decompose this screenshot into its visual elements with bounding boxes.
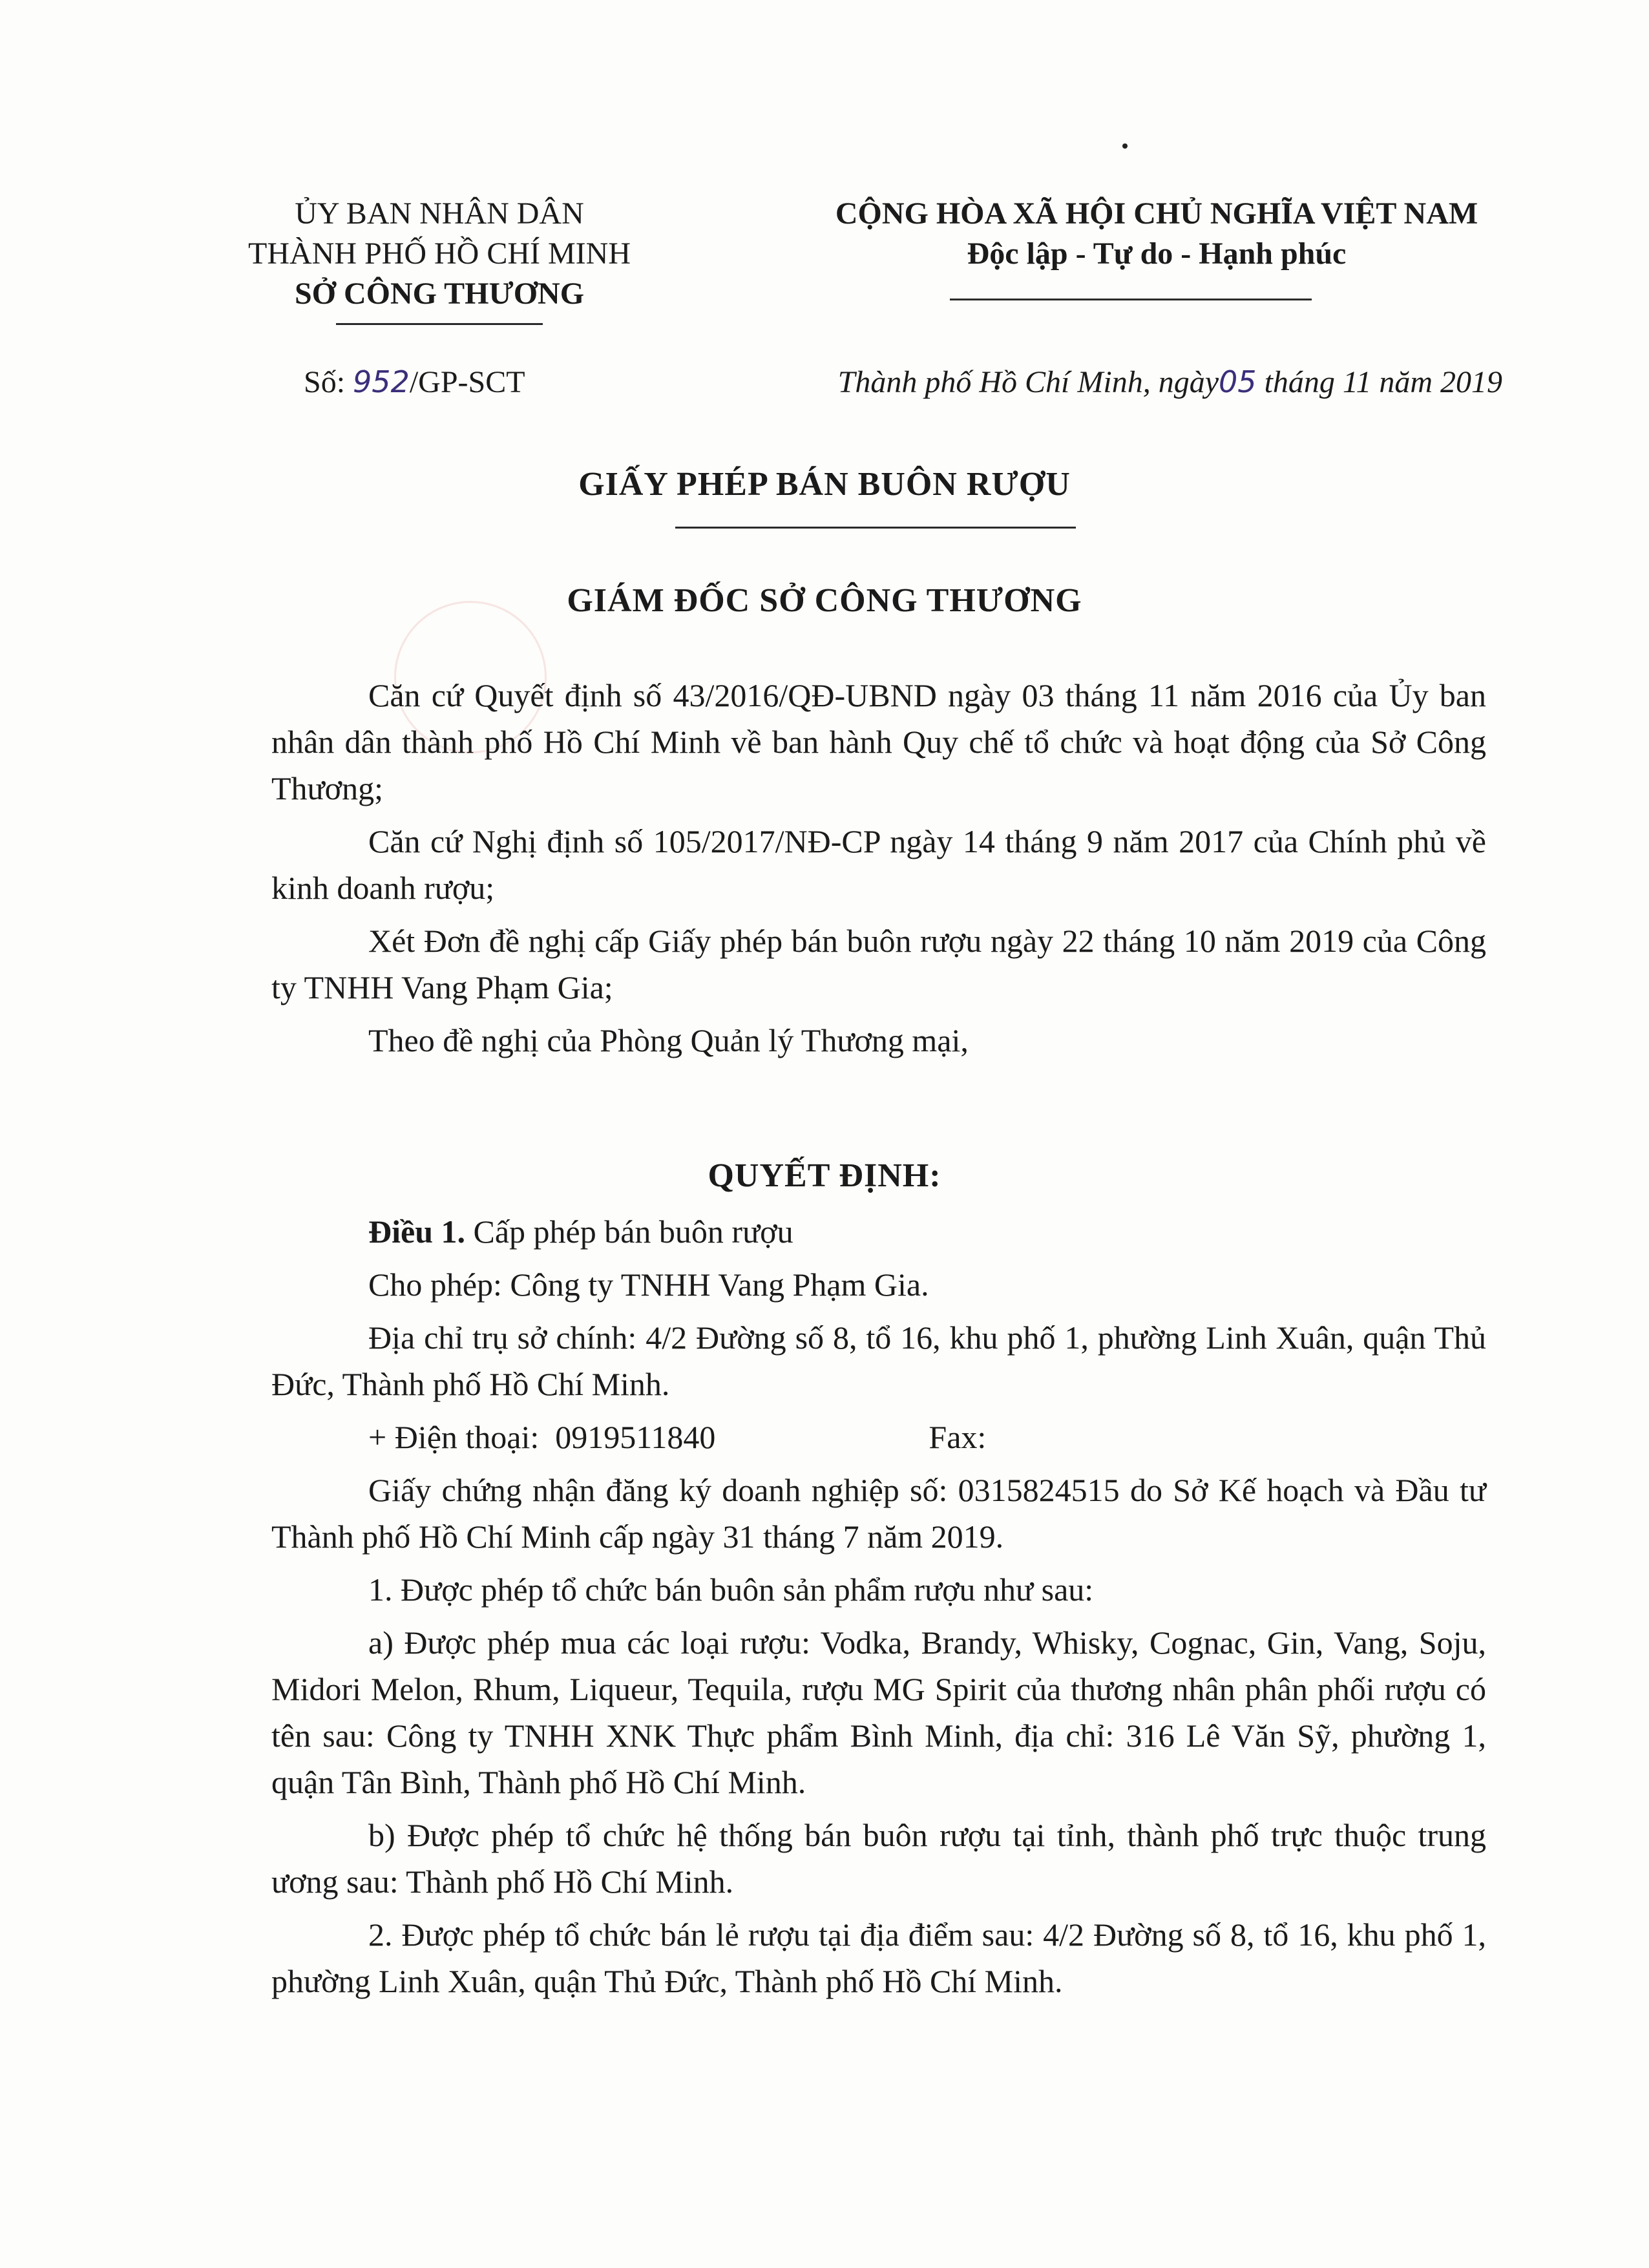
- address-line: Địa chỉ trụ sở chính: 4/2 Đường số 8, tổ 16, khu phố 1, phường Linh Xuân, quận Thủ Đức, Thành phố Hồ Chí Minh.: [271, 1319, 1486, 1402]
- authority-heading: GIÁM ĐỐC SỞ CÔNG THƯƠNG: [567, 582, 1082, 619]
- preamble-paragraph: Căn cứ Quyết định số 43/2016/QĐ-UBND ngày 03 tháng 11 năm 2016 của Ủy ban nhân dân thành phố Hồ Chí Minh về ban hành Quy chế tổ chức và hoạt động của Sở Công Thương;: [271, 677, 1486, 806]
- document-number: [304, 362, 525, 403]
- org-line-3: SỞ CÔNG THƯƠNG: [294, 277, 585, 311]
- document-date: [750, 362, 1502, 403]
- country-name: CỘNG HÒA XÃ HỘI CHỦ NGHĨA VIỆT NAM: [835, 196, 1478, 231]
- national-header-block: [750, 194, 1564, 274]
- number-prefix: Số:: [304, 365, 353, 399]
- article-1-section: [271, 1208, 1486, 2004]
- licensee-line: Cho phép: Công ty TNHH Vang Phạm Gia.: [368, 1266, 929, 1303]
- preamble-section: [271, 672, 1486, 1064]
- title-rule: [675, 527, 1076, 529]
- fax-label: Fax:: [929, 1419, 987, 1455]
- preamble-paragraph: Theo đề nghị của Phòng Quản lý Thương mại,: [368, 1022, 969, 1058]
- registration-line: Giấy chứng nhận đăng ký doanh nghiệp số: 0315824515 do Sở Kế hoạch và Đầu tư Thành phố Hồ Chí Minh cấp ngày 31 tháng 7 năm 2019.: [271, 1472, 1486, 1555]
- org-line-1: ỦY BAN NHÂN DÂN: [295, 196, 584, 231]
- item-1a: a) Được phép mua các loại rượu: Vodka, Brandy, Whisky, Cognac, Gin, Vang, Soju, Midori Melon, Rhum, Liqueur, Tequila, rượu MG Spirit của thương nhân phân phối rượu có tên sau: Công ty TNHH XNK Thực phẩm Bình Minh, địa chỉ: 316 Lê Văn Sỹ, phường 1, quận Tân Bình, Thành phố Hồ Chí Minh.: [271, 1624, 1486, 1800]
- scan-speck: [1122, 143, 1128, 149]
- number-handwritten: 952: [353, 364, 410, 399]
- preamble-paragraph: Xét Đơn đề nghị cấp Giấy phép bán buôn rượu ngày 22 tháng 10 năm 2019 của Công ty TNHH Vang Phạm Gia;: [271, 923, 1486, 1005]
- item-1b: b) Được phép tổ chức hệ thống bán buôn rượu tại tỉnh, thành phố trực thuộc trung ương sau: Thành phố Hồ Chí Minh.: [271, 1817, 1486, 1900]
- issuing-authority-block: [213, 194, 666, 314]
- article-text: Cấp phép bán buôn rượu: [465, 1213, 793, 1250]
- decision-heading: QUYẾT ĐỊNH:: [708, 1157, 941, 1194]
- number-suffix: /GP-SCT: [409, 365, 525, 399]
- national-motto: Độc lập - Tự do - Hạnh phúc: [967, 236, 1347, 271]
- preamble-paragraph: Căn cứ Nghị định số 105/2017/NĐ-CP ngày 14 tháng 9 năm 2017 của Chính phủ về kinh doanh rượu;: [271, 823, 1486, 906]
- org-line-2: THÀNH PHỐ HỒ CHÍ MINH: [248, 236, 631, 271]
- document-title: GIẤY PHÉP BÁN BUÔN RƯỢU: [578, 466, 1071, 503]
- right-header-rule: [950, 299, 1312, 300]
- article-label: Điều 1.: [368, 1213, 465, 1250]
- phone-label: + Điện thoại:: [368, 1419, 540, 1455]
- contact-line: [271, 1414, 1486, 1460]
- article-1-title: [271, 1208, 1486, 1255]
- item-1: 1. Được phép tổ chức bán buôn sản phẩm rượu như sau:: [368, 1571, 1094, 1608]
- date-prefix: Thành phố Hồ Chí Minh, ngày: [837, 365, 1219, 399]
- phone-value: 0919511840: [555, 1419, 716, 1455]
- date-day-handwritten: 05: [1219, 364, 1257, 399]
- item-2: 2. Được phép tổ chức bán lẻ rượu tại địa điểm sau: 4/2 Đường số 8, tổ 16, khu phố 1, phường Linh Xuân, quận Thủ Đức, Thành phố Hồ Chí Minh.: [271, 1916, 1486, 1999]
- date-suffix: tháng 11 năm 2019: [1256, 365, 1502, 399]
- left-header-rule: [336, 323, 543, 325]
